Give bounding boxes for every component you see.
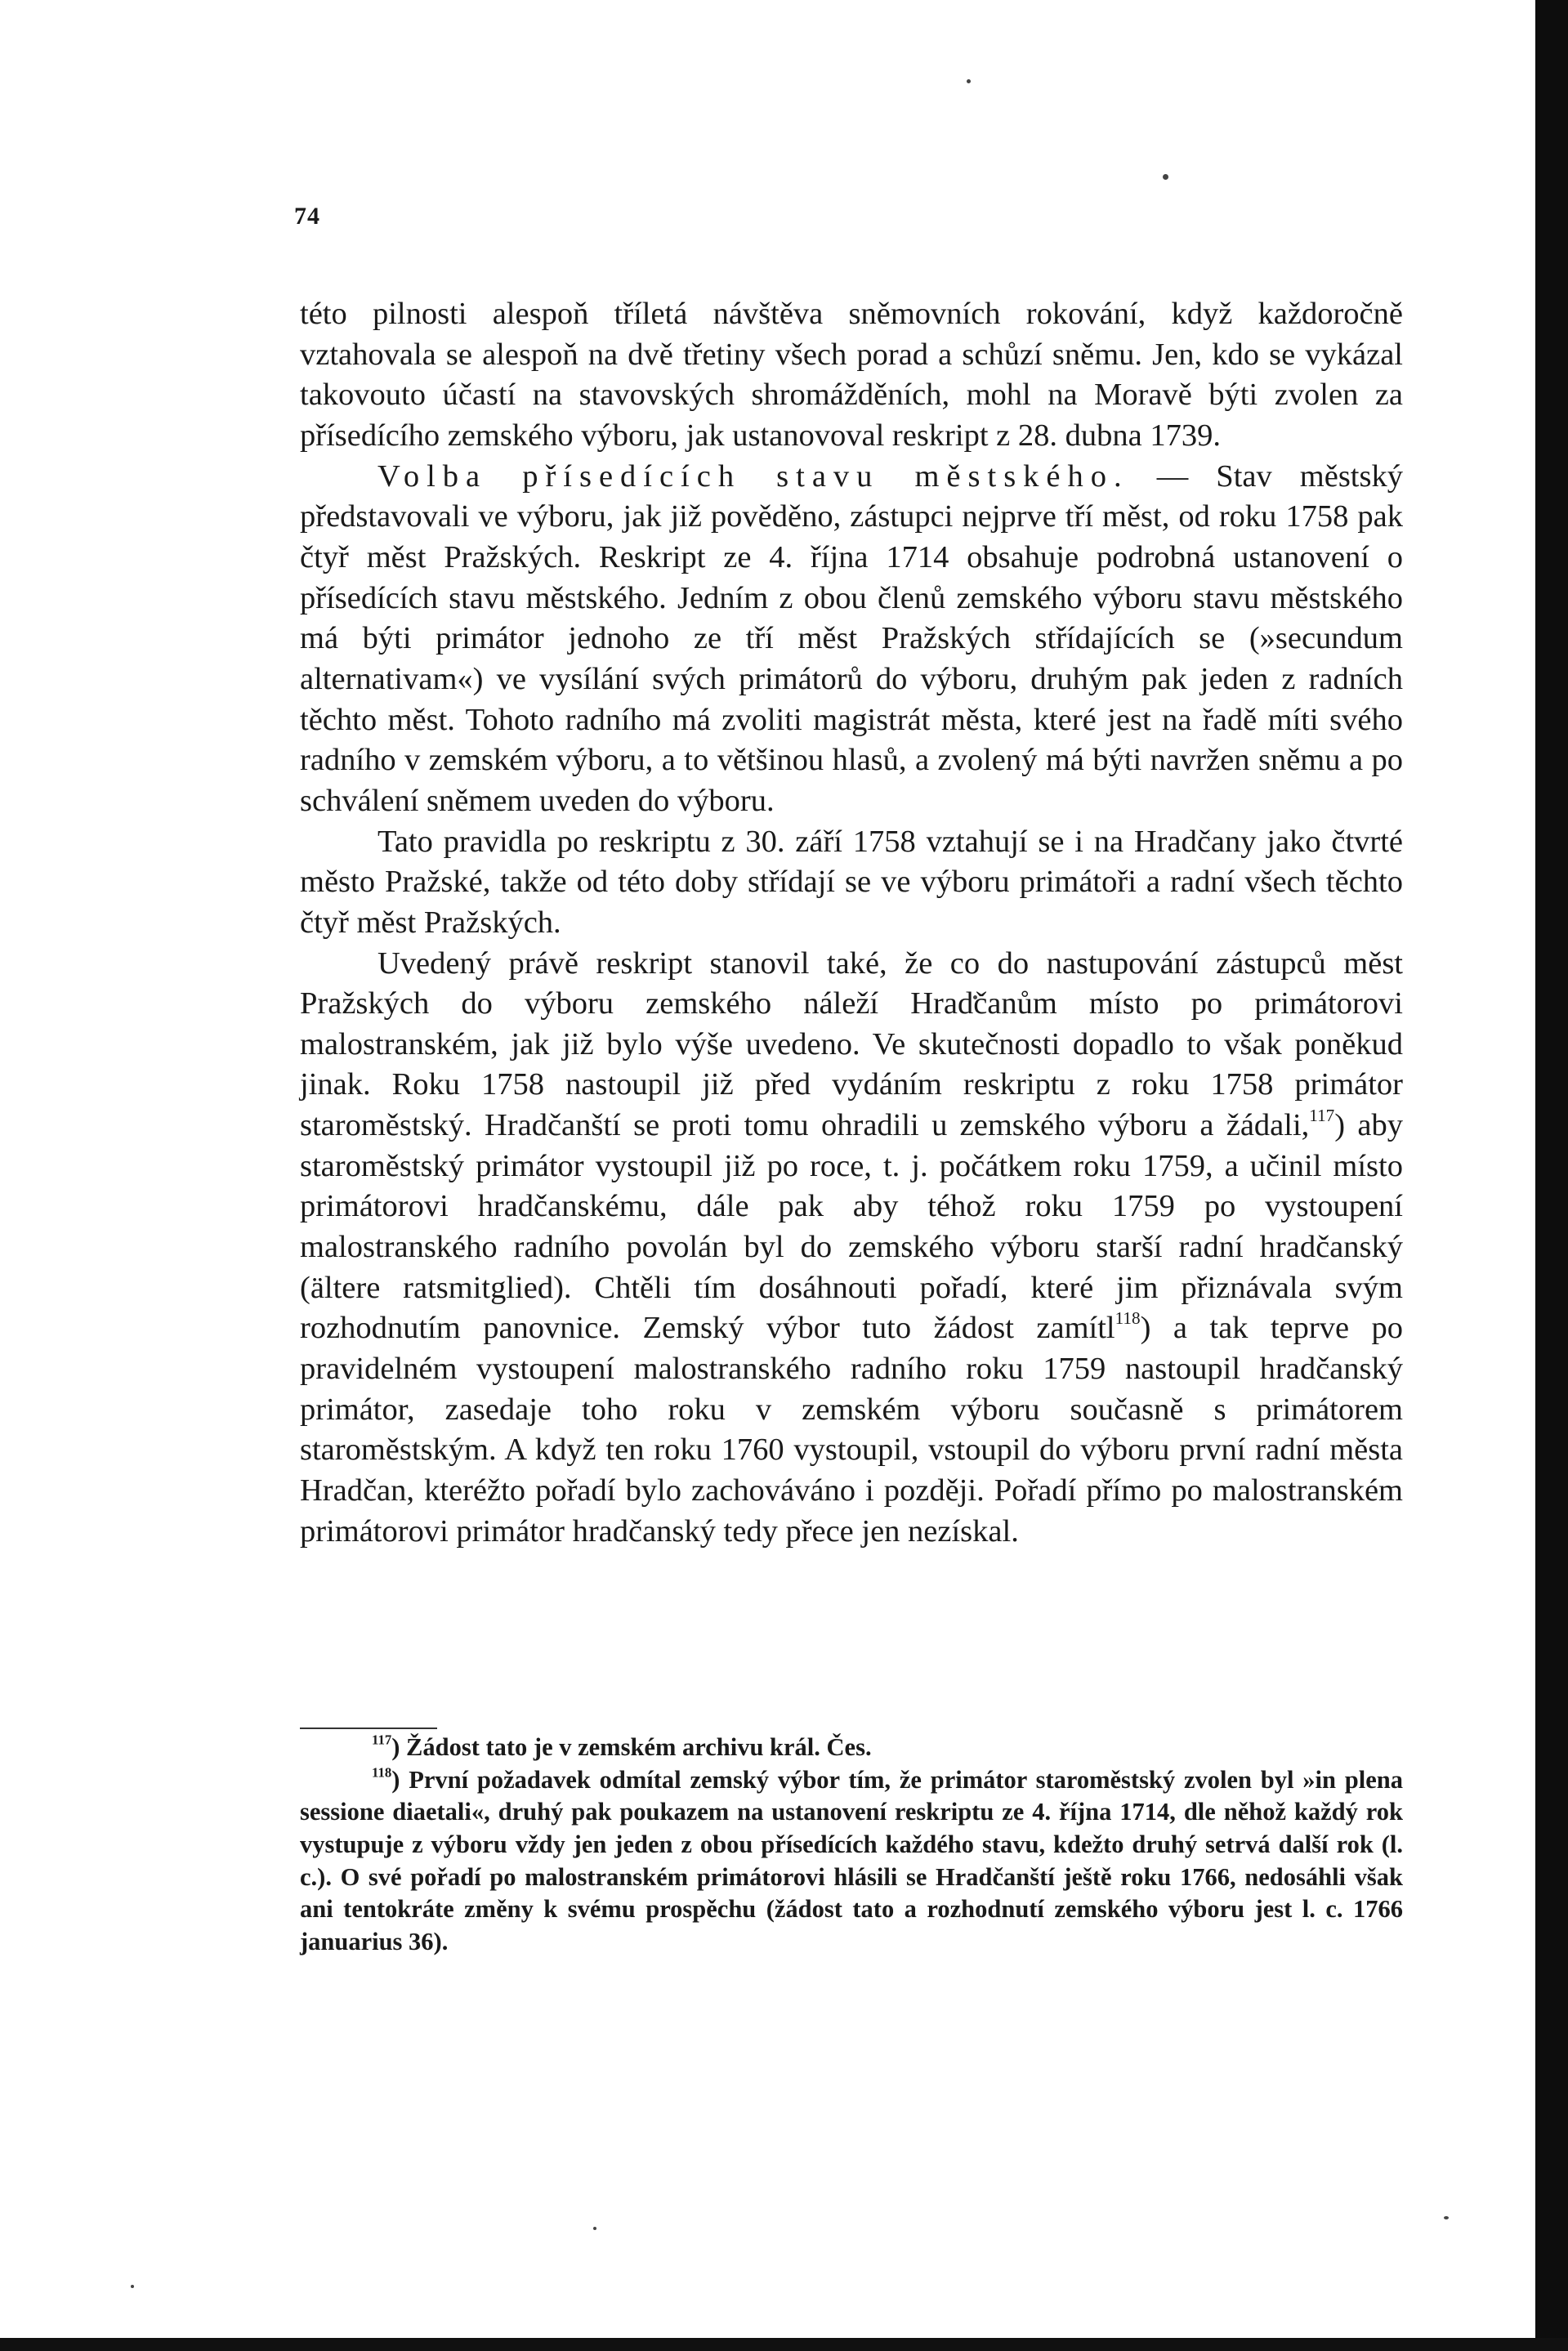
scan-border-bottom	[0, 2338, 1568, 2351]
paragraph-4-part-c: ) a tak teprve po pravidelném vystoupení malostranského radního roku 1759 nastoupil hradčanský primátor, zasedaje toho roku v zemském výboru současně s primátorem staroměstským. A když ten roku 1760 vystoupil, vstoupil do výboru první radní města Hradčan, kteréžto pořadí bylo zachováváno i později. Pořadí přímo po malostranském primátorovi primátor hradčanský tedy přece jen nezískal.	[300, 1311, 1403, 1549]
footnote-mark-118: 118	[372, 1764, 392, 1781]
footnote-ref-117: 117	[1309, 1106, 1335, 1126]
paragraph-3: Tato pravidla po reskriptu z 30. září 1758 vztahují se i na Hradčany jako čtvrté město Pražské, takže od této doby střídají se ve výboru primátoři a radní všech těchto čtyř měst Pražských.	[300, 824, 1403, 940]
page-number: 74	[294, 203, 320, 230]
footnote-117	[300, 1732, 1403, 1764]
footnote-ref-118: 118	[1115, 1308, 1141, 1329]
scan-border-right	[1535, 0, 1568, 2351]
scan-speck	[967, 79, 971, 83]
footnote-117-text: ) Žádost tato je v zemském archivu král. Čes.	[391, 1733, 872, 1761]
footnote-mark-117: 117	[372, 1732, 392, 1748]
scan-speck	[1163, 174, 1168, 180]
footnote-118-text: ) První požadavek odmítal zemský výbor tím, že primátor staroměstský zvolen byl »in plena sessione diaetali«, druhý pak poukazem na ustanovení reskriptu ze 4. října 1714, dle něhož každý rok vystupuje z výboru vždy jen jeden z obou přísedících každého stavu, kdežto druhý setrvá další rok (l. c.). O své pořadí po malostranském primátorovi hlásili se Hradčanští ještě roku 1766, nedosáhli však ani tentokráte změny k svému prospěchu (žádost tato a rozhodnutí zemského výboru jest l. c. 1766 januarius 36).	[300, 1765, 1403, 1955]
paragraph-4-part-a: Uvedený právě reskript stanovil také, že co do nastupování zástupců měst Pražských do výboru zemského náleží Hradčanům místo po primátorovi malostranském, jak již bylo výše uvedeno. Ve skutečnosti dopadlo to však poněkud jinak. Roku 1758 nastoupil již před vydáním reskriptu z roku 1758 primátor staroměstský. Hradčanští se proti tomu ohradili u zemského výboru a žádali,	[300, 945, 1403, 1143]
section-heading: Volba přísedících stavu městského.	[377, 458, 1129, 494]
scan-speck	[1444, 2216, 1449, 2219]
paragraph-2	[300, 457, 1403, 822]
scan-speck	[593, 2227, 596, 2230]
paragraph-1: této pilnosti alespoň tříletá návštěva sněmovních rokování, když každoročně vztahovala se alespoň na dvě třetiny všech porad a schůzí sněmu. Jen, kdo se vykázal takovouto účastí na stavovských shromážděních, mohl na Moravě býti zvolen za přísedícího zemského výboru, jak ustanovoval reskript z 28. dubna 1739.	[300, 297, 1403, 453]
footnotes	[300, 1732, 1403, 1958]
footnote-118	[300, 1764, 1403, 1959]
footnote-rule	[300, 1727, 437, 1729]
main-text	[300, 294, 1403, 1552]
paragraph-4	[300, 944, 1403, 1553]
paragraph-2-body: — Stav městský představovali ve výboru, jak již pověděno, zástupci nejprve tří měst, od roku 1758 pak čtyř měst Pražských. Reskript ze 4. října 1714 obsahuje podrobná ustanovení o přísedících stavu městského. Jedním z obou členů zemského výboru stavu městského má býti primátor jednoho ze tří měst Pražských střídajících se (»secundum alternativam«) ve vysílání svých primátorů do výboru, druhým pak jeden z radních těchto měst. Tohoto radního má zvoliti magistrát města, které jest na řadě míti svého radního v zemském výboru, a to většinou hlasů, a zvolený má býti navržen sněmu a po schválení sněmem uveden do výboru.	[300, 458, 1403, 818]
scan-speck	[131, 2285, 134, 2288]
paragraph-4-part-b: ) aby staroměstský primátor vystoupil již po roce, t. j. počátkem roku 1759, a učinil místo primátorovi hradčanskému, dále pak aby téhož roku 1759 po vystoupení malostranského radního povolán byl do zemského výboru starší radní hradčanský (ältere ratsmitglied). Chtěli tím dosáhnouti pořadí, které jim přiznávala svým rozhodnutím panovnice. Zemský výbor tuto žádost zamítl	[300, 1108, 1403, 1346]
